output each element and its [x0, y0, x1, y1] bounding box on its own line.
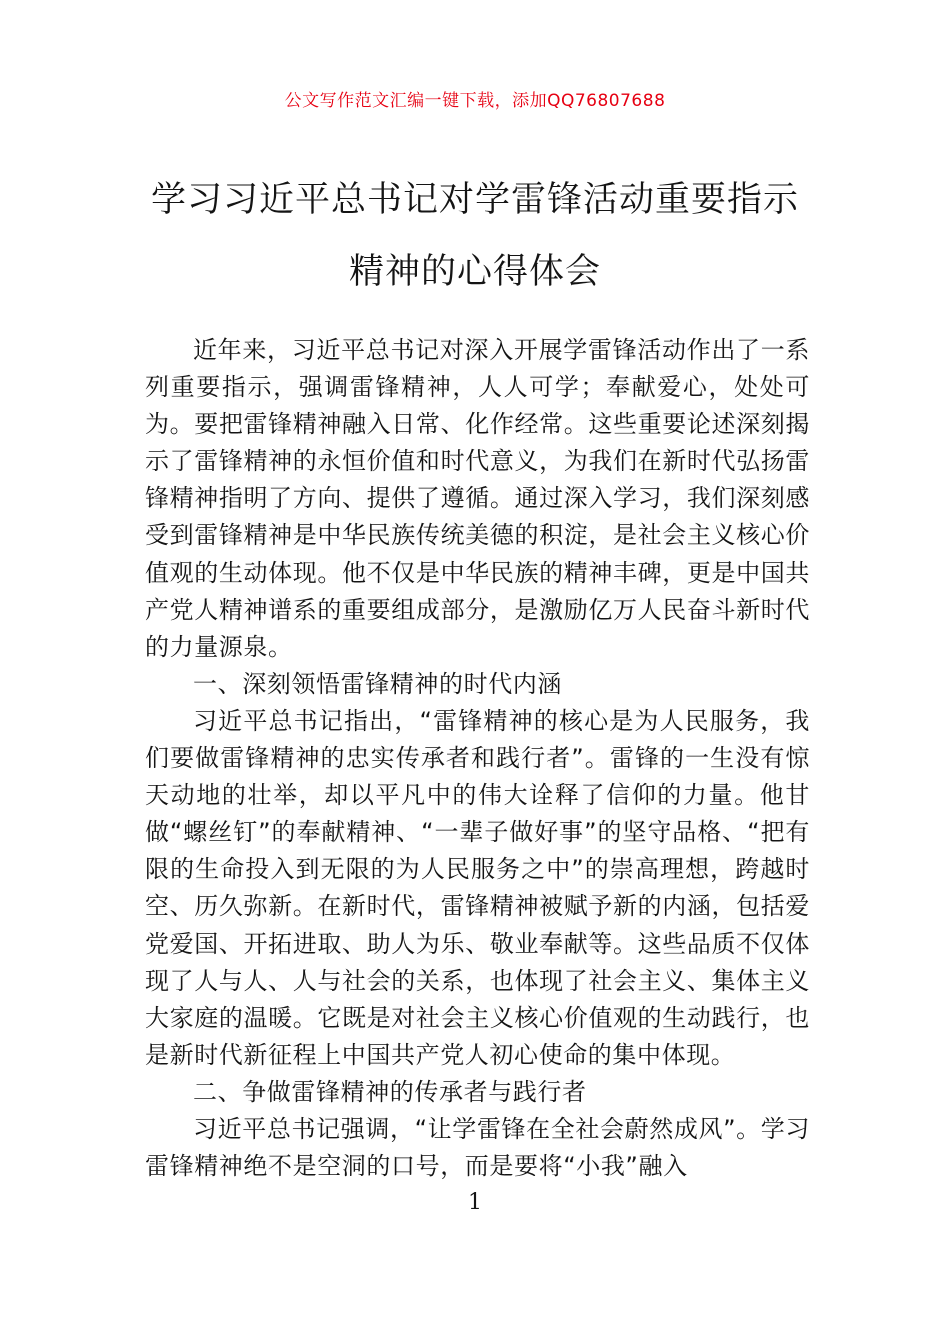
document-title-line-1: 学习习近平总书记对学雷锋活动重要指示: [150, 180, 799, 220]
document-body: [145, 332, 810, 1185]
paragraph-section-2: 习近平总书记强调，“让学雷锋在全社会蔚然成风”。学习雷锋精神绝不是空洞的口号，而是要将“小我”融入: [145, 1114, 810, 1181]
promo-header: 公文写作范文汇编一键下载，添加QQ76807688: [284, 91, 666, 111]
page-number: 1: [468, 1190, 482, 1215]
section-heading-1: 一、深刻领悟雷锋精神的时代内涵: [193, 669, 562, 698]
section-heading-2: 二、争做雷锋精神的传承者与践行者: [193, 1077, 587, 1106]
paragraph-section-1: 习近平总书记指出，“雷锋精神的核心是为人民服务，我们要做雷锋精神的忠实传承者和践行者”。雷锋的一生没有惊天动地的壮举，却以平凡中的伟大诠释了信仰的力量。他甘做“螺丝钉”的奉献精神、“一辈子做好事”的坚守品格、“把有限的生命投入到无限的为人民服务之中”的崇高理想，跨越时空、历久弥新。在新时代，雷锋精神被赋予新的内涵，包括爱党爱国、开拓进取、助人为乐、敬业奉献等。这些品质不仅体现了人与人、人与社会的关系，也体现了社会主义、集体主义大家庭的温暖。它既是对社会主义核心价值观的生动践行，也是新时代新征程上中国共产党人初心使命的集中体现。: [145, 706, 810, 1069]
paragraph-intro: 近年来，习近平总书记对深入开展学雷锋活动作出了一系列重要指示，强调雷锋精神，人人可学；奉献爱心，处处可为。要把雷锋精神融入日常、化作经常。这些重要论述深刻揭示了雷锋精神的永恒价值和时代意义，为我们在新时代弘扬雷锋精神指明了方向、提供了遵循。通过深入学习，我们深刻感受到雷锋精神是中华民族传统美德的积淀，是社会主义核心价值观的生动体现。他不仅是中华民族的精神丰碑，更是中国共产党人精神谱系的重要组成部分，是激励亿万人民奋斗新时代的力量源泉。: [145, 336, 810, 661]
document-title-line-2: 精神的心得体会: [348, 252, 601, 292]
